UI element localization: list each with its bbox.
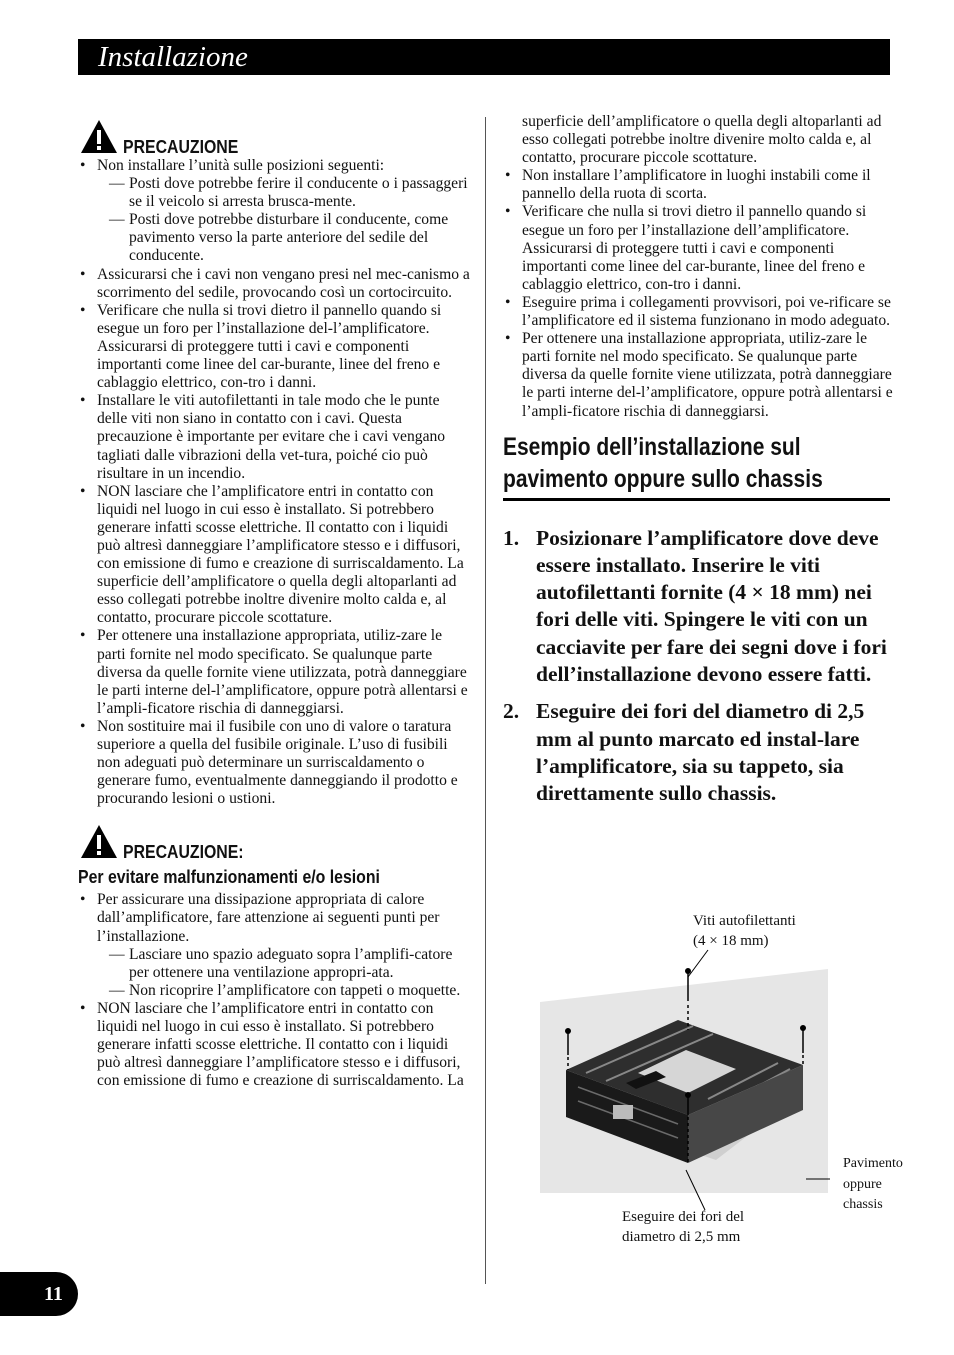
- list-item: [78, 891, 470, 1000]
- label-line: oppure: [843, 1176, 882, 1192]
- page-title: Installazione: [98, 41, 248, 73]
- list-item: • Assicurarsi che i cavi non vengano presi nel mec-canismo a scorrimento del sedile, provocando così un cortocircuito.: [78, 266, 470, 302]
- installation-figure: [538, 905, 928, 1265]
- figure-label-screws: [693, 911, 796, 951]
- list-item: • Non sostituire mai il fusibile con uno di valore o taratura superiore a quella del fusibile originale. L’uso di fusibili non adeguati può determinare un surriscaldamento o generare fumo, eventualmente danneggiando il prodotto e procurando lesioni o ustioni.: [78, 718, 470, 808]
- list-item: • Per ottenere una installazione appropriata, utiliz-zare le parti fornite nel modo specificato. Se qualunque parte diversa da quelle fornite viene utilizzata, potrà danneggiare le parti interne del-l’amplificatore, oppure potrà allentarsi e l’ampli-ficatore rischia di danneggiarsi.: [78, 627, 470, 717]
- caution-heading: [78, 117, 470, 157]
- caution-title: PRECAUZIONE:: [123, 842, 244, 863]
- caution-list: [78, 891, 470, 1090]
- list-item: • NON lasciare che l’amplificatore entri in contatto con liquidi nel luogo in cui esso è installato. Si potrebbero generare infatti scosse elettriche. Il contatto con i liquidi può altresì danneggiare l’amplificatore stesso e i diffusori, con emissione di fumo e creazione di surriscaldamento. La: [78, 1000, 470, 1090]
- dash-list: [97, 946, 470, 1000]
- label-line: diametro di 2,5 mm: [622, 1229, 741, 1245]
- dash-item: — Non ricoprire l’amplificatore con tappeti o moquette.: [97, 982, 470, 1000]
- list-item: • Per ottenere una installazione appropriata, utiliz-zare le parti fornite nel modo specificato. Se qualunque parte diversa da quelle fornite viene utilizzata, potrà danneggiare le parti interne del-l’amplificatore, oppure potrà allentarsi e l’ampli-ficatore rischia di danneggiarsi.: [503, 330, 895, 420]
- caution-heading: [78, 822, 470, 862]
- column-divider: [485, 117, 486, 1284]
- list-item: • Non installare l’amplificatore in luoghi instabili come il pannello della ruota di scorta.: [503, 167, 895, 203]
- step-number: 1.: [503, 525, 520, 550]
- dash-list: [97, 175, 470, 265]
- figure-label-floor: [843, 1154, 903, 1216]
- page-number: 11: [44, 1283, 63, 1305]
- header-banner: [78, 39, 890, 75]
- list-item: • NON lasciare che l’amplificatore entri in contatto con liquidi nel luogo in cui esso è installato. Si potrebbero generare infatti scosse elettriche. Il contatto con i liquidi può altresì danneggiare l’amplificatore stesso e i diffusori, con emissione di fumo e creazione di surriscaldamento. La superficie dell’amplificatore o quella degli altoparlanti ad esso collegati potrebbe inoltre divenire molto calda e, al contatto, procurare piccole scottature.: [78, 483, 470, 628]
- section-rule: [503, 498, 890, 501]
- label-line: Eseguire dei fori del: [622, 1209, 745, 1225]
- list-item-continued: superficie dell’amplificatore o quella degli altoparlanti ad esso collegati potrebbe inoltre divenire molto calda e, al contatto, procurare piccole scottature.: [522, 113, 882, 167]
- caution-subtitle: Per evitare malfunzionamenti e/o lesioni: [78, 867, 380, 888]
- right-column: [503, 113, 895, 818]
- dash-item: — Lasciare uno spazio adeguato sopra l’amplifi-catore per ottenere una ventilazione appropri-ata.: [97, 946, 470, 982]
- list-item: • Installare le viti autofilettanti in tale modo che le punte delle viti non siano in contatto con i cavi. Questa precauzione è importante per evitare che i cavi vengano tagliati dalle vibrazioni della vet-tura, poiché cio può risultare in un incendio.: [78, 392, 470, 482]
- caution-list: [503, 167, 895, 420]
- dash-item: — Posti dove potrebbe disturbare il conducente, come pavimento verso la parte anteriore del sedile del conducente.: [97, 211, 470, 265]
- step-number: 2.: [503, 699, 520, 724]
- warning-icon: [80, 824, 118, 860]
- list-item: [78, 157, 470, 266]
- section-title: Esempio dell’installazione sul pavimento oppure sullo chassis: [503, 432, 823, 493]
- figure-label-holes: [622, 1207, 744, 1247]
- step-item: [503, 525, 895, 689]
- list-item: • Eseguire prima i collegamenti provvisori, poi ve-rificare se l’amplificatore ed il sistema funzionano in modo adeguato.: [503, 294, 895, 330]
- left-column: [78, 117, 470, 1090]
- label-line: Viti autofilettanti: [693, 913, 796, 929]
- list-item-text: Non installare l’unità sulle posizioni seguenti:: [97, 157, 385, 174]
- caution-title: PRECAUZIONE: [123, 137, 239, 157]
- step-text: Eseguire dei fori del diametro di 2,5 mm al punto marcato ed instal-lare l’amplificatore, sia su tappeto, sia direttamente sullo chassis.: [536, 699, 865, 806]
- list-item: • Verificare che nulla si trovi dietro il pannello quando si esegue un foro per l’installazione del-l’amplificatore. Assicurarsi di proteggere tutti i cavi e componenti importanti come linee del car-burante, linee del freno e cablaggio elettrico, con-tro i danni.: [78, 302, 470, 392]
- list-item: • Verificare che nulla si trovi dietro il pannello quando si esegue un foro per l’installazione dell’amplificatore. Assicurarsi di proteggere tutti i cavi e componenti importanti come linee del car-burante, linee del freno e cablaggio elettrico, con-tro i danni.: [503, 203, 895, 293]
- label-line: (4 × 18 mm): [693, 933, 769, 949]
- caution-list: [78, 157, 470, 808]
- label-line: chassis: [843, 1197, 883, 1212]
- dash-item: — Posti dove potrebbe ferire il conducente o i passaggeri se il veicolo si arresta brusca-mente.: [97, 175, 470, 211]
- steps-list: [503, 525, 895, 808]
- warning-icon: [80, 119, 118, 155]
- page-number-tab: [0, 1272, 78, 1316]
- list-item-text: Per assicurare una dissipazione appropriata di calore dall’amplificatore, fare attenzione ai seguenti punti per l’installazione.: [97, 891, 440, 945]
- label-line: Pavimento: [843, 1156, 903, 1171]
- step-text: Posizionare l’amplificatore dove deve essere installato. Inserire le viti autofilettanti fornite (4 × 18 mm) nei fori delle viti. Spingere le viti con un cacciavite per fare dei segni dove i fori dell’installazione devono essere fatti.: [536, 525, 887, 687]
- step-item: [503, 698, 895, 807]
